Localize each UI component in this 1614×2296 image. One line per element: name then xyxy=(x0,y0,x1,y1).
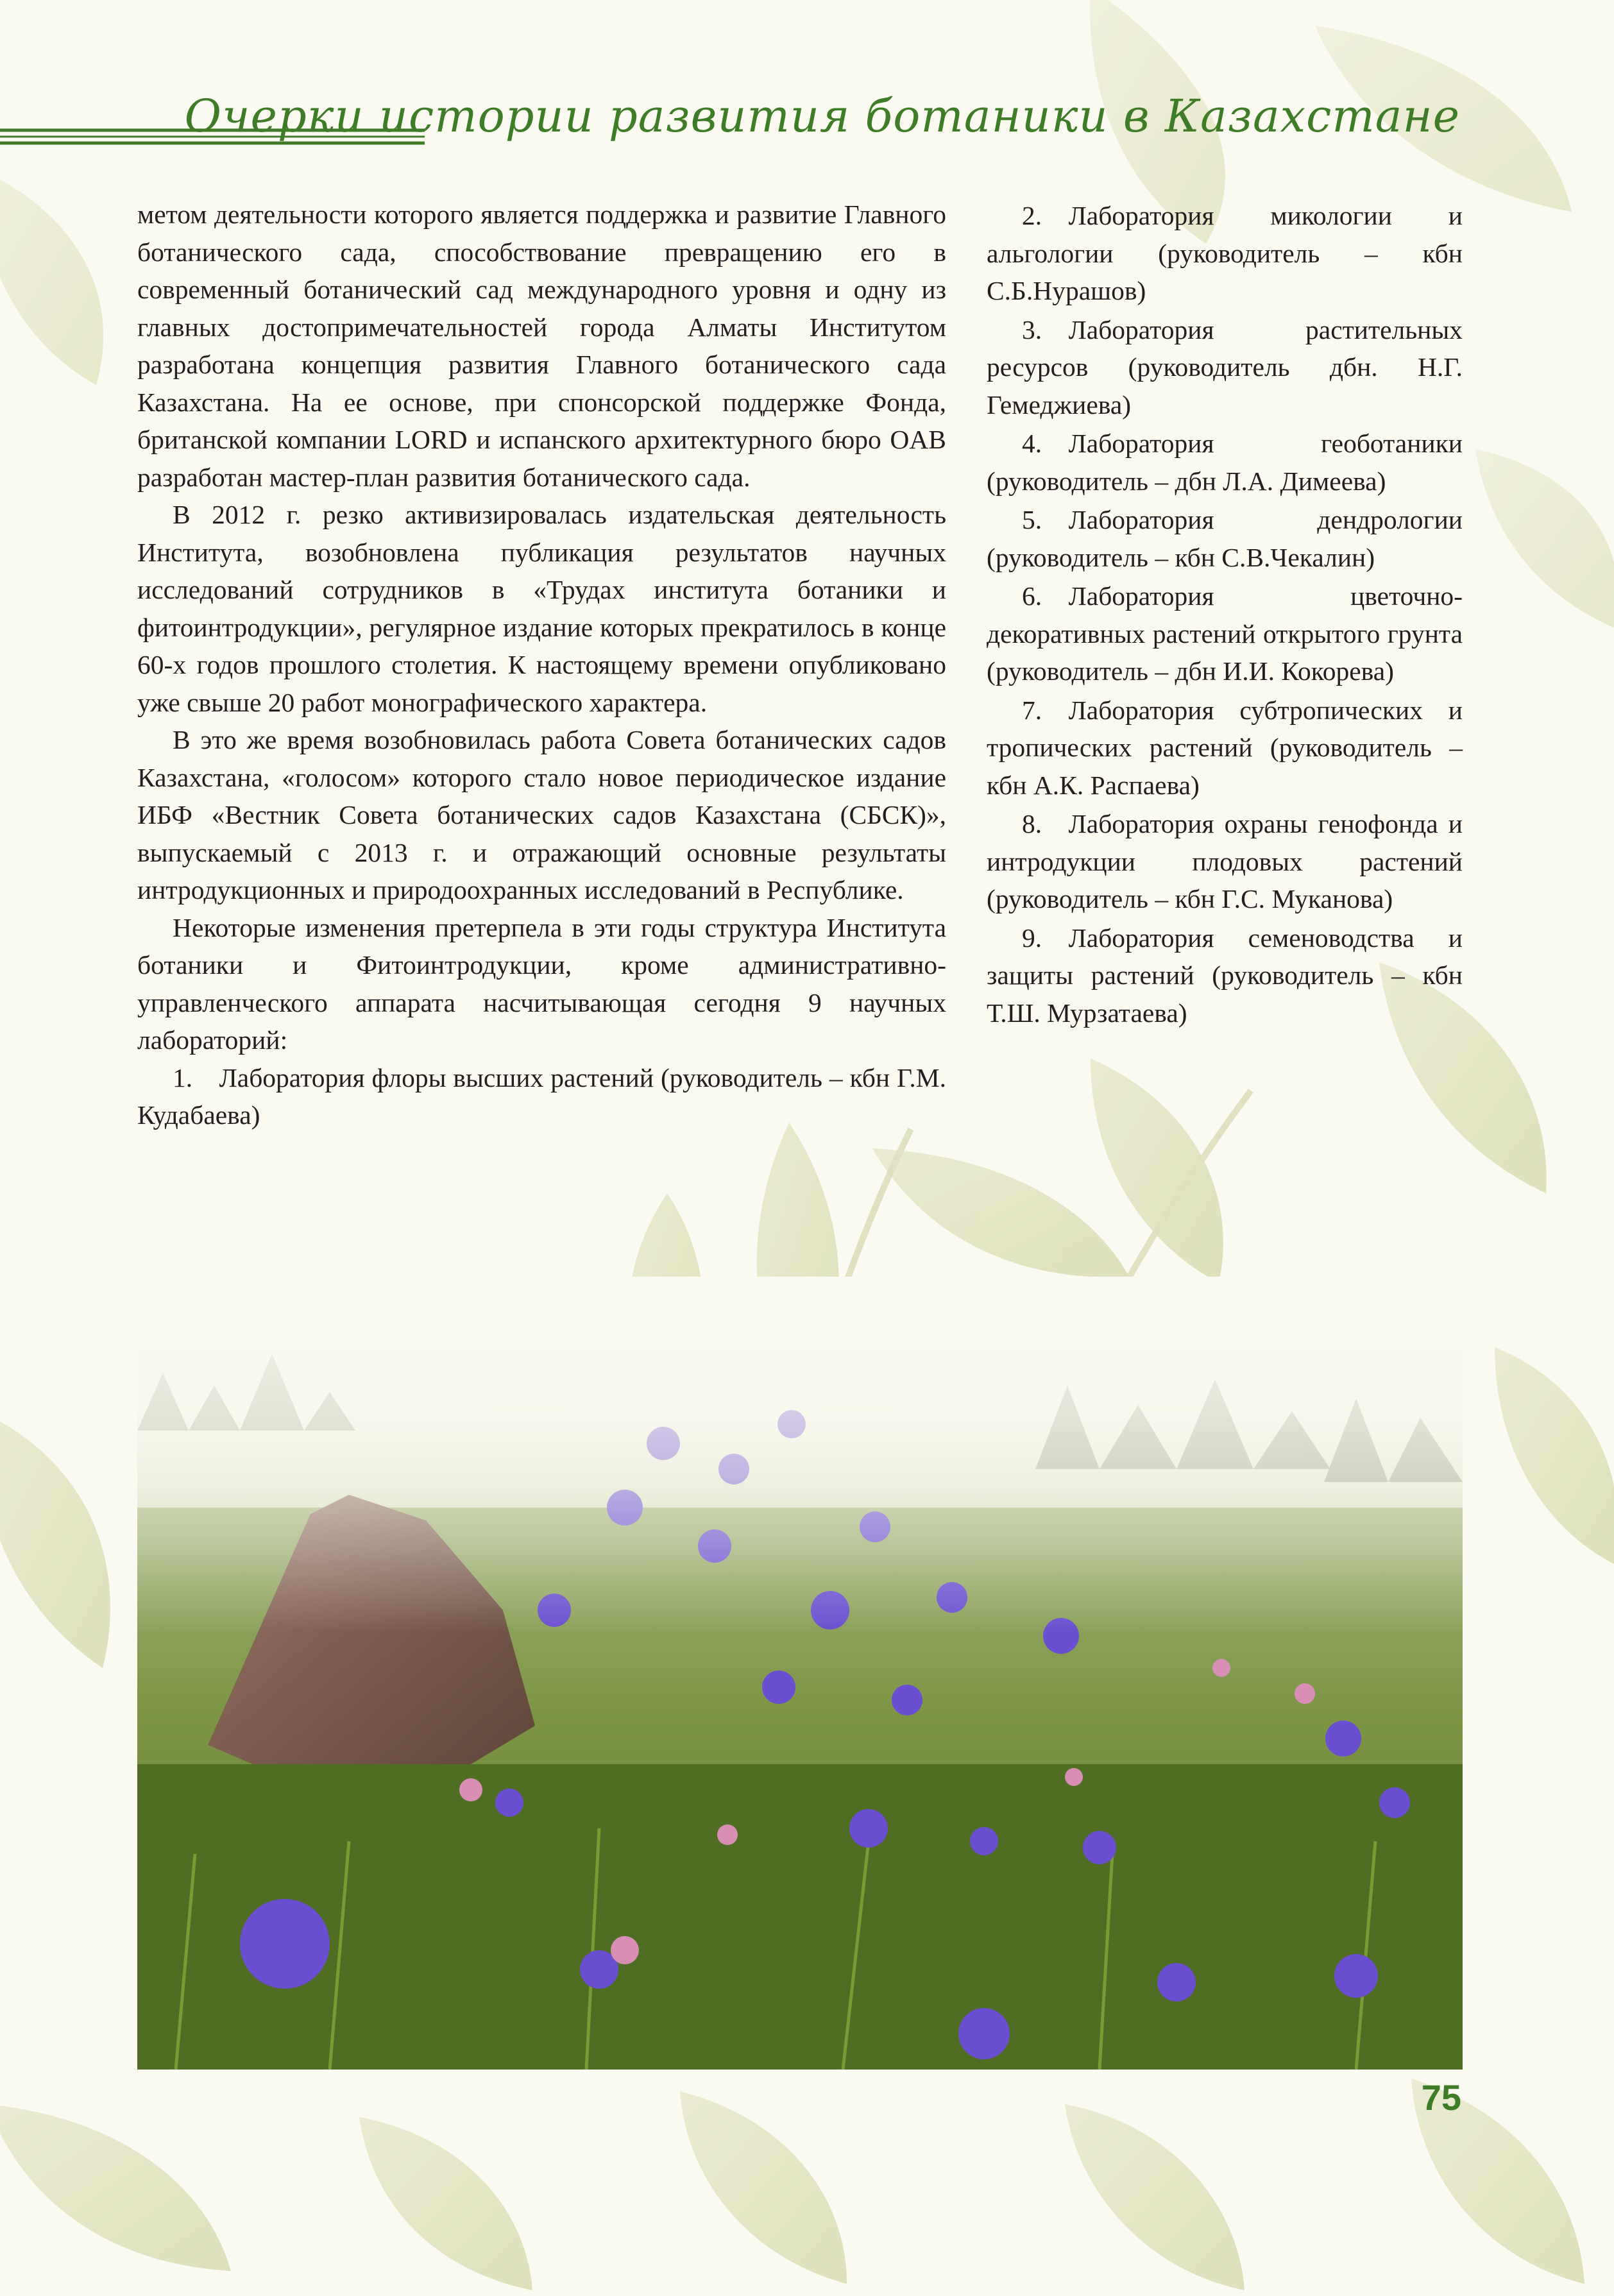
lab-list-item: 2. Лаборатория микологии и альгологии (руководитель – кбн С.Б.Нурашов) xyxy=(987,201,1463,305)
lab-list-item: 1. Лаборатория флоры высших растений (руководитель – кбн Г.М. Кудабаева) xyxy=(137,1062,946,1130)
lab-list-item: 9. Лаборатория семеноводства и защиты растений (руководитель – кбн Т.Ш. Мурзатаева) xyxy=(987,923,1463,1028)
paragraph: В это же время возобновилась работа Совета ботанических садов Казахстана, «голосом» которого стало новое периодическое издание ИБФ «Вестник Совета ботанических садов Казахстана (СБСК)», выпускаемый с 2013 г. и отражающий основные результаты интродукционных и природоохранных исследований в Республике. xyxy=(137,725,946,905)
page-number: 75 xyxy=(1421,2077,1461,2118)
right-text-column xyxy=(987,196,1463,1032)
lab-list-item: 8. Лаборатория охраны генофонда и интродукции плодовых растений (руководитель – кбн Г.С. Муканова) xyxy=(987,809,1463,914)
paragraph: метом деятельности которого является поддержка и развитие Главного ботанического сада, способствование превращению его в современный ботанический сад международного уровня и одну из главных достопримечательностей города Алматы Институтом разработана концепция развития Главного ботанического сада Казахстана. На ее основе, при спонсорской поддержке Фонда, британской компании LORD и испанского архитектурного бюро OAB разработан мастер-план развития ботанического сада. xyxy=(137,200,946,492)
lab-list-item: 4. Лаборатория геоботаники (руководитель – дбн Л.А. Димеева) xyxy=(987,429,1463,496)
lab-list-item: 6. Лаборатория цветочно-декоративных растений открытого грунта (руководитель – дбн И.И. Кокорева) xyxy=(987,581,1463,686)
lab-list-item: 3. Лаборатория растительных ресурсов (руководитель дбн. Н.Г. Гемеджиева) xyxy=(987,314,1463,420)
left-text-column xyxy=(137,196,946,1134)
meadow-photo xyxy=(137,1277,1463,2070)
paragraph: В 2012 г. резко активизировалась издательская деятельность Института, возобновлена публикация результатов научных исследований сотрудников в «Трудах института ботаники и фитоинтродукции», регулярное издание которых прекратилось в конце 60-х годов прошлого столетия. К настоящему времени опубликовано уже свыше 20 работ монографического характера. xyxy=(137,500,946,717)
lab-list-item: 5. Лаборатория дендрологии (руководитель – кбн С.В.Чекалин) xyxy=(987,505,1463,572)
running-title: Очерки истории развития ботаники в Казахстане xyxy=(184,90,1460,142)
paragraph: Некоторые изменения претерпела в эти годы структура Института ботаники и Фитоинтродукции, кроме административно-управленческого аппарата насчитывающая сегодня 9 научных лабораторий: xyxy=(137,912,946,1055)
lab-list-item: 7. Лаборатория субтропических и тропических растений (руководитель – кбн А.К. Распаева) xyxy=(987,695,1463,800)
